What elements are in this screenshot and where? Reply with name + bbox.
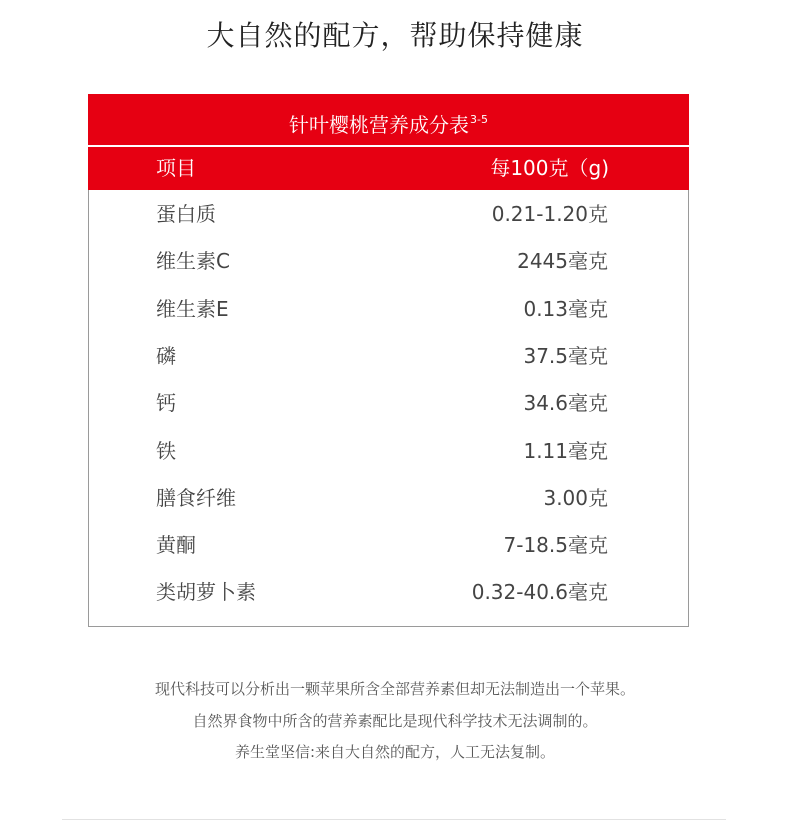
table-title-reference: 3-5: [470, 113, 488, 126]
table-title: 针叶樱桃营养成分表: [289, 113, 470, 137]
nutrient-name: 维生素E: [156, 297, 229, 321]
nutrient-name: 铁: [156, 439, 176, 463]
nutrient-name: 钙: [156, 391, 176, 415]
table-row: [89, 332, 688, 380]
nutrient-name: 维生素C: [156, 249, 230, 273]
table-header-row: [88, 147, 689, 190]
bottom-divider: [62, 819, 726, 820]
table-row: [89, 521, 688, 569]
nutrient-value: 34.6毫克: [523, 391, 608, 415]
table-row: [89, 379, 688, 427]
table-row: [89, 474, 688, 522]
note-line-3: 养生堂坚信:来自大自然的配方，人工无法复制。: [234, 743, 556, 761]
table-row: [89, 237, 688, 285]
nutrient-value: 37.5毫克: [523, 344, 608, 368]
nutrient-value: 2445毫克: [517, 249, 608, 273]
table-row: [89, 285, 688, 333]
nutrient-name: 膳食纤维: [156, 486, 236, 510]
header-item: 项目: [156, 156, 196, 180]
table-row: [89, 568, 688, 616]
header-value: 每100克（g): [490, 156, 609, 180]
nutrient-name: 黄酮: [156, 533, 196, 557]
nutrient-value: 0.21-1.20克: [491, 202, 608, 226]
note-line-1: 现代科技可以分析出一颗苹果所含全部营养素但却无法制造出一个苹果。: [154, 680, 635, 698]
page-headline: 大自然的配方，帮助保持健康: [206, 19, 584, 52]
nutrient-name: 类胡萝卜素: [156, 580, 256, 604]
table-row: [89, 427, 688, 475]
table-title-bar: [88, 94, 689, 145]
nutrient-value: 3.00克: [543, 486, 608, 510]
nutrient-value: 1.11毫克: [523, 439, 608, 463]
nutrient-name: 蛋白质: [156, 202, 216, 226]
nutrient-value: 7-18.5毫克: [503, 533, 608, 557]
nutrient-value: 0.13毫克: [523, 297, 608, 321]
nutrient-value: 0.32-40.6毫克: [471, 580, 608, 604]
table-row: [89, 190, 688, 238]
note-line-2: 自然界食物中所含的营养素配比是现代科学技术无法调制的。: [192, 712, 598, 730]
nutrition-table: [88, 94, 689, 627]
nutrient-name: 磷: [156, 344, 176, 368]
